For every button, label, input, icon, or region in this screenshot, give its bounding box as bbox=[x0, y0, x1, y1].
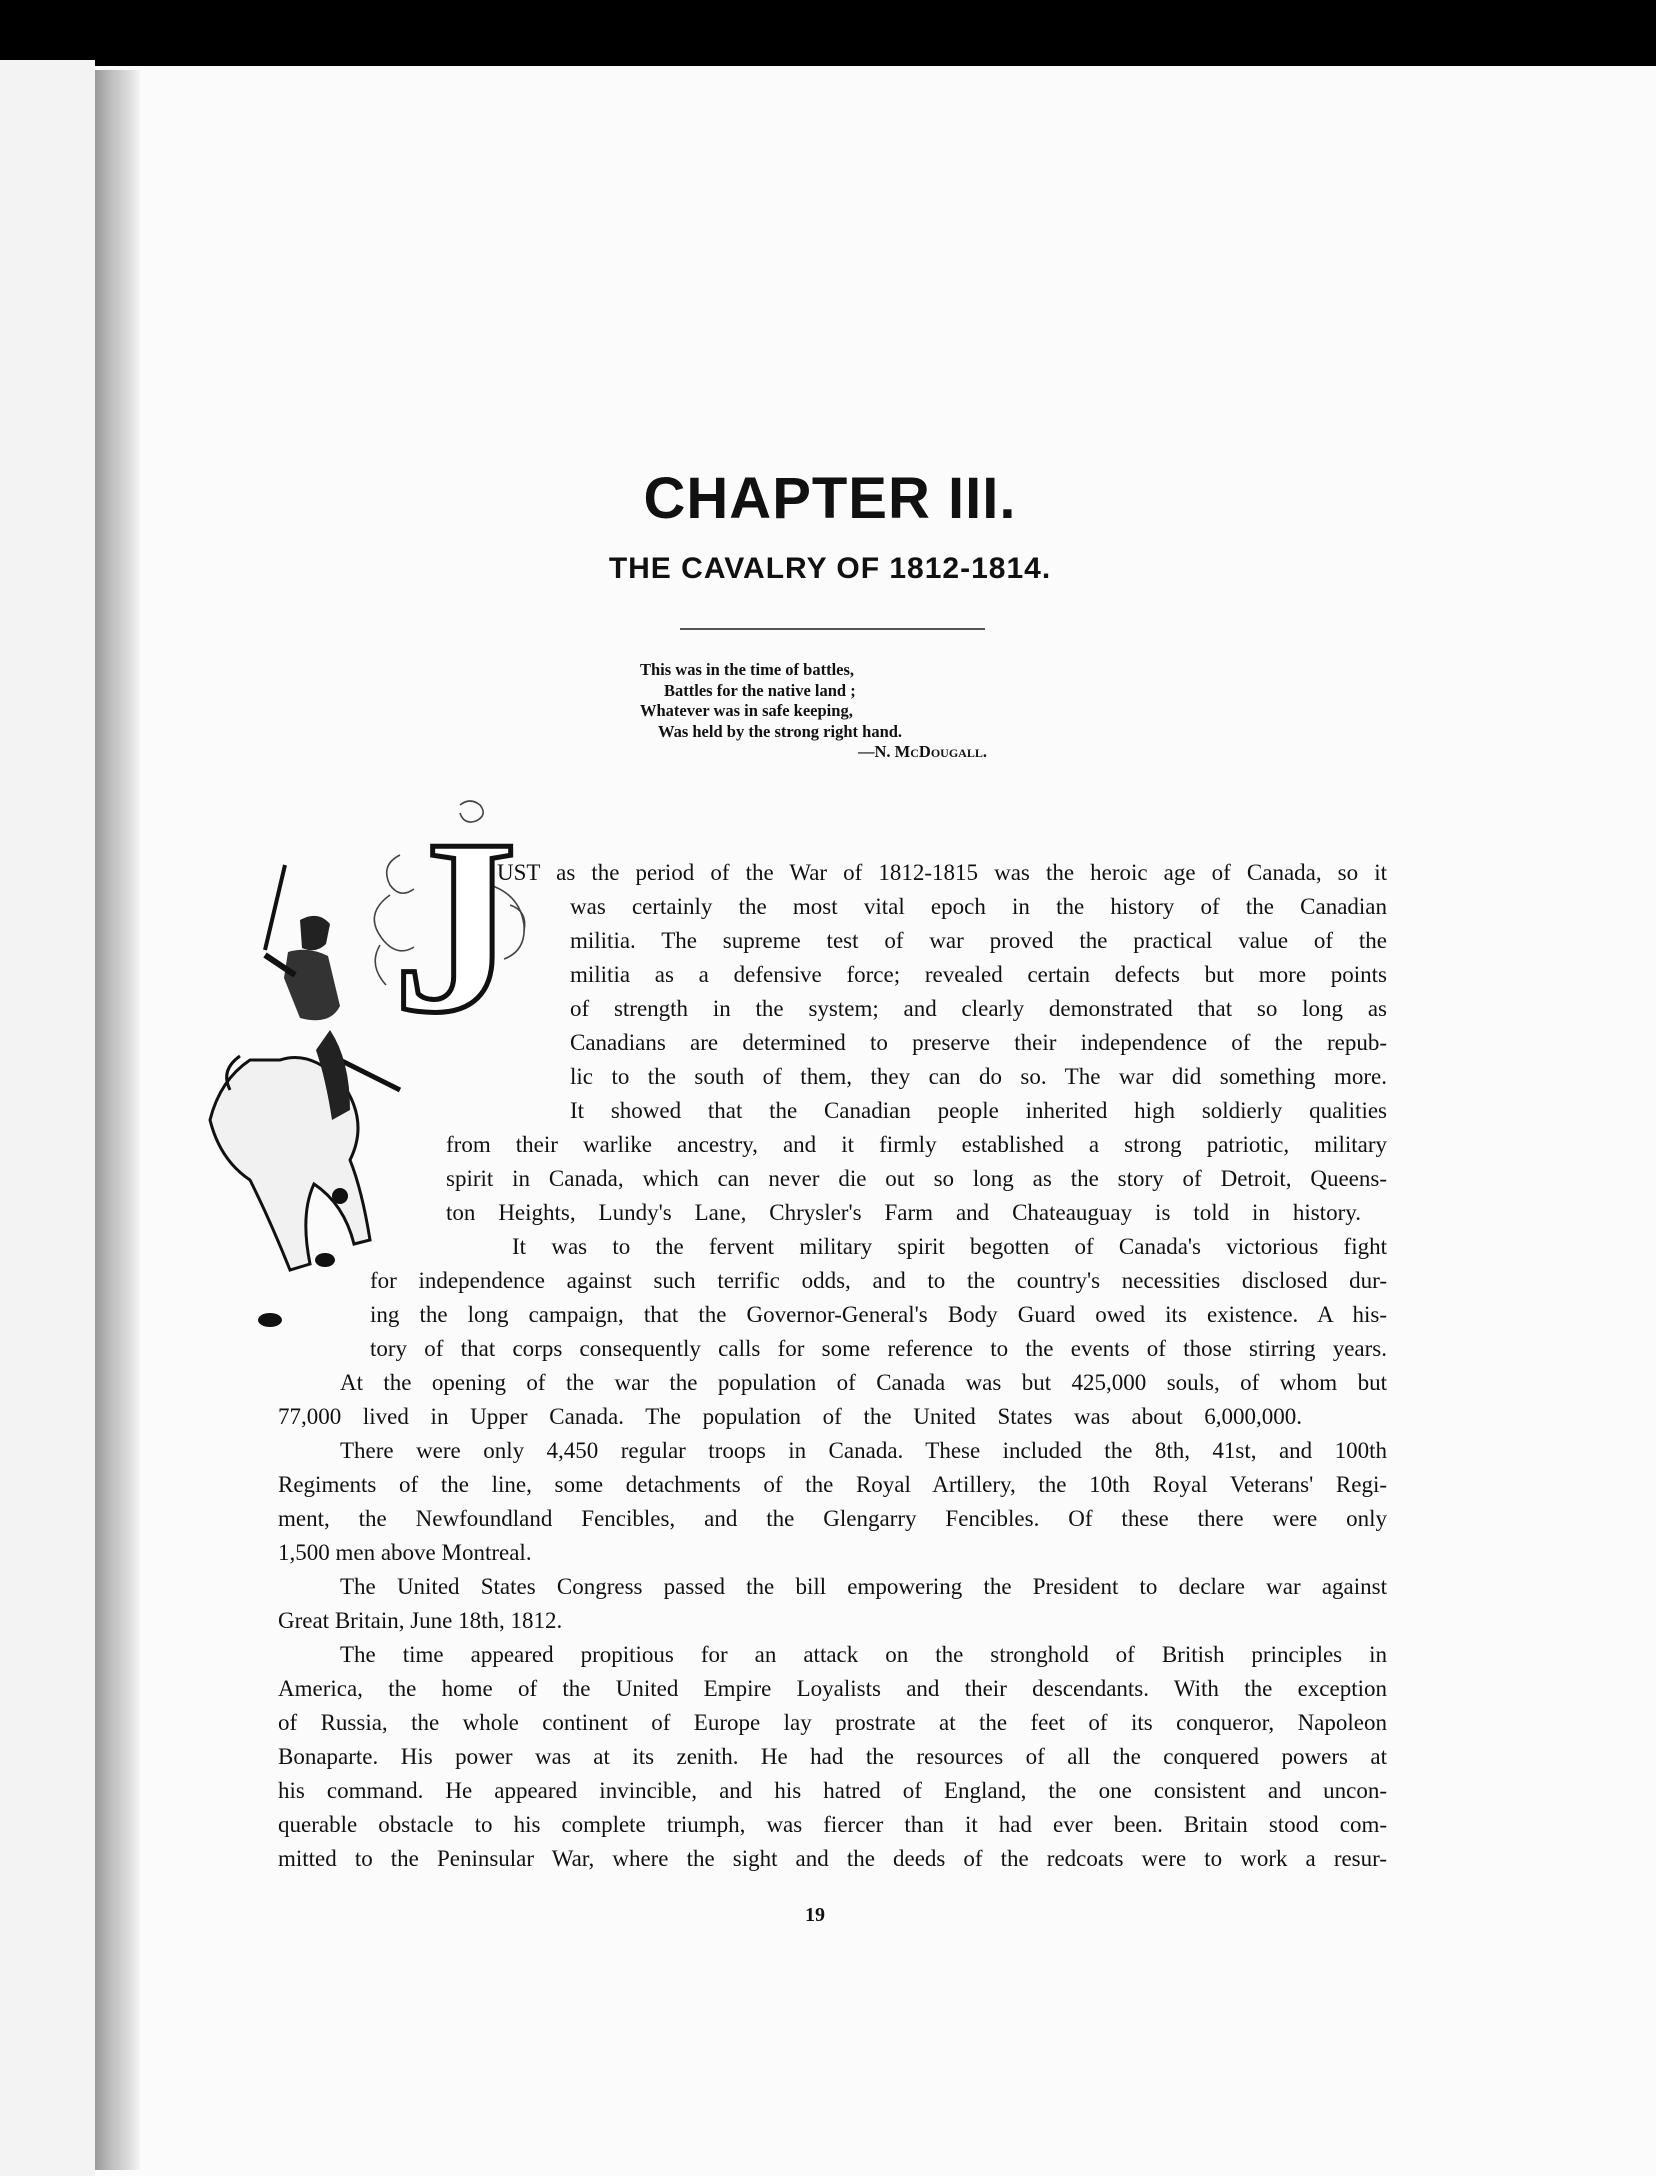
body-line: was certainly the most vital epoch in the history of the Canadian bbox=[570, 894, 1387, 919]
epigraph-line: Was held by the strong right hand. bbox=[658, 721, 903, 741]
body-line: ton Heights, Lundy's Lane, Chrysler's Farm and Chateauguay is told in history. bbox=[446, 1200, 1361, 1225]
epigraph-line: This was in the time of battles, bbox=[640, 660, 855, 679]
body-line: ing the long campaign, that the Governor-General's Body Guard owed its existence. A his- bbox=[370, 1302, 1387, 1327]
page-number: 19 bbox=[805, 1904, 825, 1926]
chapter-title: CHAPTER III. bbox=[643, 466, 1017, 531]
epigraph bbox=[640, 660, 987, 763]
body-line: Great Britain, June 18th, 1812. bbox=[278, 1608, 563, 1633]
epigraph-attribution: —N. McDougall. bbox=[858, 742, 987, 761]
body-line: The United States Congress passed the bill empowering the President to declare war against bbox=[340, 1574, 1387, 1599]
epigraph-line: Whatever was in safe keeping, bbox=[640, 701, 853, 720]
body-line: of Russia, the whole continent of Europe lay prostrate at the feet of its conqueror, Napoleon bbox=[278, 1710, 1387, 1735]
body-line: 77,000 lived in Upper Canada. The population of the United States was about 6,000,000. bbox=[278, 1404, 1302, 1429]
body-line: Regiments of the line, some detachments of the Royal Artillery, the 10th Royal Veterans' Regi- bbox=[278, 1472, 1387, 1497]
body-line: spirit in Canada, which can never die out so long as the story of Detroit, Queens- bbox=[446, 1166, 1387, 1191]
body-line: for independence against such terrific odds, and to the country's necessities disclosed dur- bbox=[370, 1268, 1387, 1293]
body-line: militia. The supreme test of war proved the practical value of the bbox=[570, 928, 1387, 953]
body-line: mitted to the Peninsular War, where the sight and the deeds of the redcoats were to work a resur- bbox=[278, 1846, 1387, 1871]
chapter-subtitle: THE CAVALRY OF 1812-1814. bbox=[608, 552, 1052, 585]
body-line: of strength in the system; and clearly demonstrated that so long as bbox=[570, 996, 1387, 1021]
facing-page-edge bbox=[0, 60, 95, 2176]
body-line: Bonaparte. His power was at its zenith. He had the resources of all the conquered powers at bbox=[278, 1744, 1387, 1769]
title-rule bbox=[680, 628, 985, 630]
body-line: ment, the Newfoundland Fencibles, and the Glengarry Fencibles. Of these there were only bbox=[278, 1506, 1387, 1531]
body-line: lic to the south of them, they can do so. The war did something more. bbox=[570, 1064, 1387, 1089]
body-line: UST as the period of the War of 1812-1815 was the heroic age of Canada, so it bbox=[497, 860, 1387, 885]
body-line: There were only 4,450 regular troops in Canada. These included the 8th, 41st, and 100th bbox=[340, 1438, 1387, 1463]
body-line: militia as a defensive force; revealed certain defects but more points bbox=[570, 962, 1387, 987]
body-line: It showed that the Canadian people inherited high soldierly qualities bbox=[570, 1098, 1387, 1123]
page-gutter-shadow bbox=[95, 70, 140, 2170]
drop-cap-letter: J bbox=[392, 795, 518, 1065]
body-line: At the opening of the war the population of Canada was but 425,000 souls, of whom but bbox=[340, 1370, 1387, 1395]
epigraph-line: Battles for the native land ; bbox=[664, 680, 856, 700]
body-line: Canadians are determined to preserve their independence of the repub- bbox=[570, 1030, 1387, 1055]
body-line: querable obstacle to his complete triumph, was fiercer than it had ever been. Britain stood com- bbox=[278, 1812, 1387, 1837]
body-line: America, the home of the United Empire Loyalists and their descendants. With the exception bbox=[278, 1676, 1387, 1701]
body-line: 1,500 men above Montreal. bbox=[278, 1540, 532, 1565]
body-line: It was to the fervent military spirit begotten of Canada's victorious fight bbox=[512, 1234, 1387, 1259]
body-line: The time appeared propitious for an attack on the stronghold of British principles in bbox=[340, 1642, 1387, 1667]
body-line: tory of that corps consequently calls for some reference to the events of those stirring years. bbox=[370, 1336, 1387, 1361]
body-line: his command. He appeared invincible, and his hatred of England, the one consistent and uncon- bbox=[278, 1778, 1387, 1803]
body-line: from their warlike ancestry, and it firmly established a strong patriotic, military bbox=[446, 1132, 1387, 1157]
